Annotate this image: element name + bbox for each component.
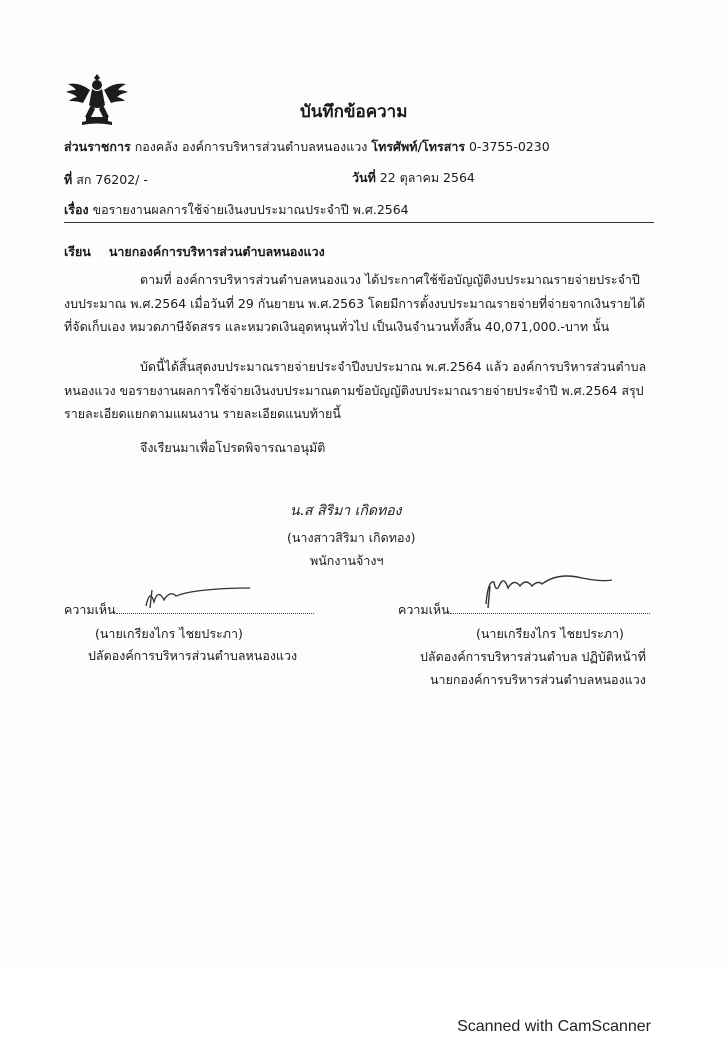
ref-label: ที่ (64, 172, 73, 187)
opinion-right-position1: ปลัดองค์การบริหารส่วนตำบล ปฏิบัติหน้าที่ (420, 649, 646, 664)
opinion-right-label: ความเห็น (398, 602, 450, 617)
para2-line2: หนองแวง ขอรายงานผลการใช้จ่ายเงินงบประมาณตามข้อบัญญัติงบประมาณรายจ่ายประจำปี พ.ศ.2564 สรุป (64, 383, 644, 398)
para2-line1: บัดนี้ได้สิ้นสุดงบประมาณรายจ่ายประจำปีงบประมาณ พ.ศ.2564 แล้ว องค์การบริหารส่วนตำบล (140, 359, 647, 374)
subject-label: เรื่อง (64, 202, 89, 217)
date-value: 22 ตุลาคม 2564 (379, 170, 475, 185)
date-row (352, 168, 475, 188)
opinion-right-signature-scribble (480, 572, 620, 610)
closing-line: จึงเรียนมาเพื่อโปรดพิจารณาอนุมัติ (140, 440, 326, 455)
signer-name: (นางสาวสิริมา เกิดทอง) (287, 530, 416, 545)
agency-value: กองคลัง องค์การบริหารส่วนตำบลหนองแวง (134, 139, 368, 154)
subject-value: ขอรายงานผลการใช้จ่ายเงินงบประมาณประจำปี พ.ศ.2564 (92, 202, 409, 217)
opinion-left-signature-scribble (140, 582, 260, 612)
opinion-left-name: (นายเกรียงไกร ไชยประภา) (95, 626, 243, 641)
para1-line2: งบประมาณ พ.ศ.2564 เมื่อวันที่ 29 กันยายน พ.ศ.2563 โดยมีการตั้งงบประมาณรายจ่ายที่จ่ายจากเงินรายได้ (64, 296, 646, 311)
agency-label: ส่วนราชการ (64, 139, 131, 154)
opinion-right-position2: นายกองค์การบริหารส่วนตำบลหนองแวง (430, 672, 646, 687)
ref-value: สก 76202/ - (76, 172, 148, 187)
signer-position: พนักงานจ้างฯ (310, 553, 384, 568)
para2-line3: รายละเอียดแยกตามแผนงาน รายละเอียดแนบท้ายนี้ (64, 406, 341, 421)
header-divider (64, 222, 654, 223)
phone-label: โทรศัพท์/โทรสาร (371, 139, 466, 154)
to-value: นายกองค์การบริหารส่วนตำบลหนองแวง (108, 244, 325, 259)
memo-title: บันทึกข้อความ (300, 102, 408, 122)
para1-line3: ที่จัดเก็บเอง หมวดภาษีจัดสรร และหมวดเงินอุดหนุนทั่วไป เป็นเงินจำนวนทั้งสิ้น 40,071,000.-บาท นั้น (64, 319, 610, 334)
camscanner-watermark: Scanned with CamScanner (457, 1018, 651, 1035)
opinion-right-name: (นายเกรียงไกร ไชยประภา) (476, 626, 624, 641)
garuda-emblem-icon (64, 70, 130, 128)
to-label: เรียน (64, 244, 91, 259)
opinion-left-position: ปลัดองค์การบริหารส่วนตำบลหนองแวง (88, 648, 298, 663)
para1-line1: ตามที่ องค์การบริหารส่วนตำบลหนองแวง ได้ประกาศใช้ข้อบัญญัติงบประมาณรายจ่ายประจำปี (140, 272, 640, 287)
salutation-row (64, 242, 325, 262)
signer-signature: น.ส สิริมา เกิดทอง (290, 503, 402, 519)
date-label: วันที่ (352, 170, 376, 185)
subject-row (64, 200, 409, 220)
agency-row (64, 137, 550, 157)
opinion-left-label: ความเห็น (64, 602, 116, 617)
ref-row (64, 170, 148, 190)
phone-value: 0-3755-0230 (469, 139, 550, 154)
